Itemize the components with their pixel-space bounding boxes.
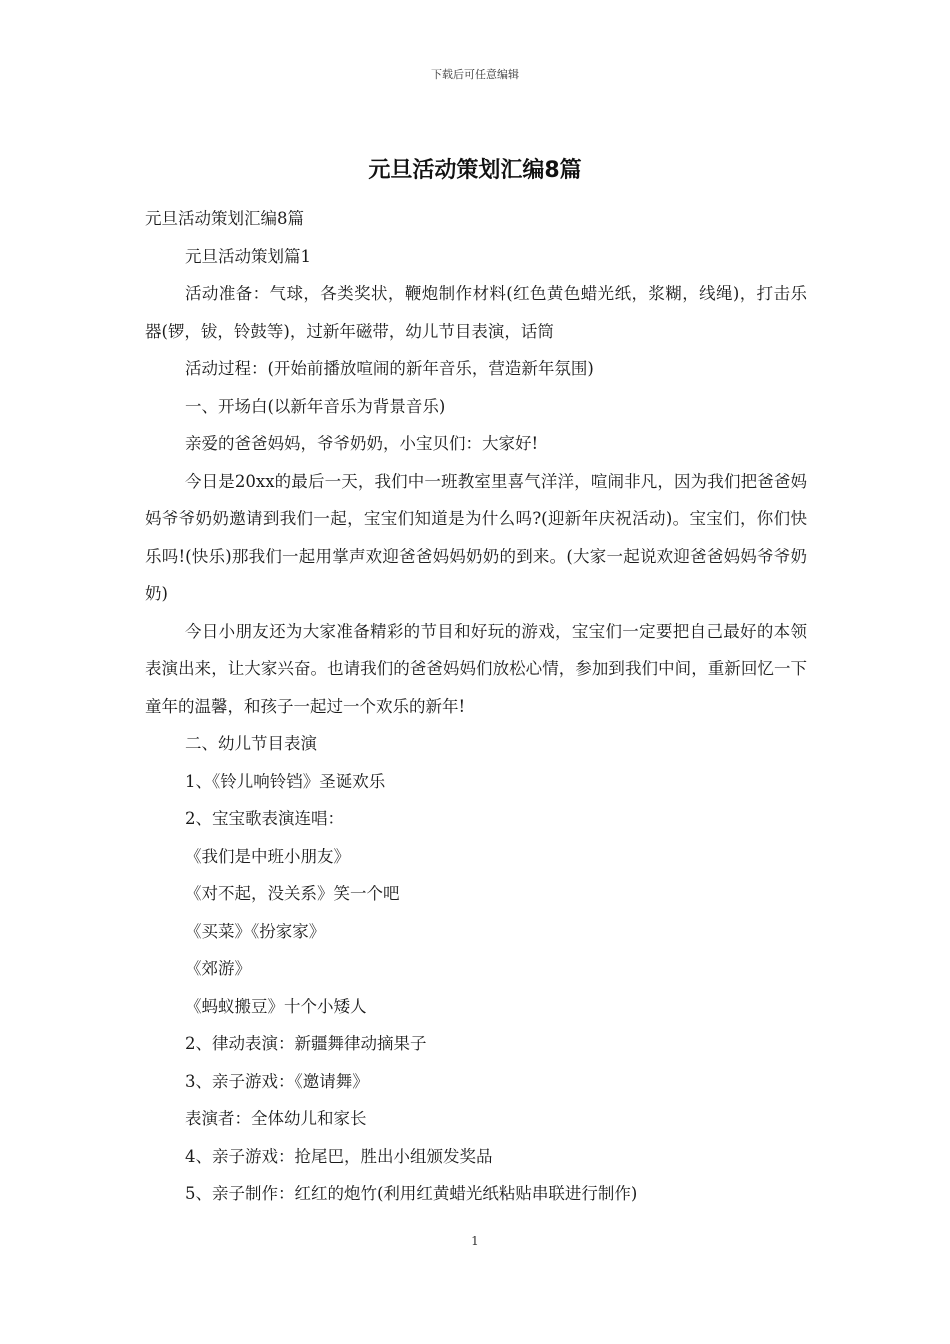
- paragraph: 活动准备：气球，各类奖状，鞭炮制作材料(红色黄色蜡光纸，浆糊，线绳)，打击乐器(锣，钹，铃鼓等)，过新年磁带，幼儿节目表演，话筒: [145, 284, 807, 341]
- paragraph: 《买菜》《扮家家》: [185, 921, 326, 941]
- paragraph: 《蚂蚁搬豆》十个小矮人: [185, 996, 367, 1016]
- paragraph: 《我们是中班小朋友》: [185, 846, 350, 866]
- paragraph: 今日小朋友还为大家准备精彩的节目和好玩的游戏，宝宝们一定要把自己最好的本领表演出来，让大家兴奋。也请我们的爸爸妈妈们放松心情，参加到我们中间，重新回忆一下童年的温馨，和孩子一起过一个欢乐的新年!: [145, 621, 807, 716]
- document-body: [145, 200, 807, 1213]
- paragraph: 5、亲子制作：红红的炮竹(利用红黄蜡光纸粘贴串联进行制作): [185, 1184, 638, 1203]
- paragraph: 2、宝宝歌表演连唱：: [185, 809, 344, 828]
- paragraph: 4、亲子游戏：抢尾巴，胜出小组颁发奖品: [185, 1146, 493, 1166]
- paragraph: 3、亲子游戏：《邀请舞》: [185, 1071, 369, 1091]
- document-title: 元旦活动策划汇编8篇: [368, 158, 582, 183]
- paragraph: 元旦活动策划篇1: [185, 246, 311, 266]
- paragraph: 《对不起，没关系》笑一个吧: [185, 884, 400, 903]
- page-number: 1: [471, 1234, 479, 1248]
- paragraph: 亲爱的爸爸妈妈，爷爷奶奶，小宝贝们：大家好!: [185, 434, 539, 453]
- page-header-note: 下载后可任意编辑: [431, 68, 519, 81]
- paragraph: 2、律动表演：新疆舞律动摘果子: [185, 1034, 427, 1053]
- paragraph: 一、开场白(以新年音乐为背景音乐): [185, 396, 446, 416]
- paragraph: 元旦活动策划汇编8篇: [145, 209, 304, 228]
- paragraph: 表演者：全体幼儿和家长: [185, 1109, 367, 1128]
- paragraph: 《郊游》: [185, 959, 251, 978]
- paragraph: 活动过程：(开始前播放喧闹的新年音乐，营造新年氛围): [185, 359, 594, 378]
- paragraph: 二、幼儿节目表演: [185, 734, 317, 753]
- paragraph: 1、《铃儿响铃铛》圣诞欢乐: [185, 771, 386, 791]
- paragraph: 今日是20xx的最后一天，我们中一班教室里喜气洋洋，喧闹非凡，因为我们把爸爸妈妈爷爷奶奶邀请到我们一起，宝宝们知道是为什么吗?(迎新年庆祝活动)。宝宝们，你们快乐吗!(快乐)那我们一起用掌声欢迎爸爸妈妈奶奶的到来。(大家一起说欢迎爸爸妈妈爷爷奶奶): [145, 471, 807, 603]
